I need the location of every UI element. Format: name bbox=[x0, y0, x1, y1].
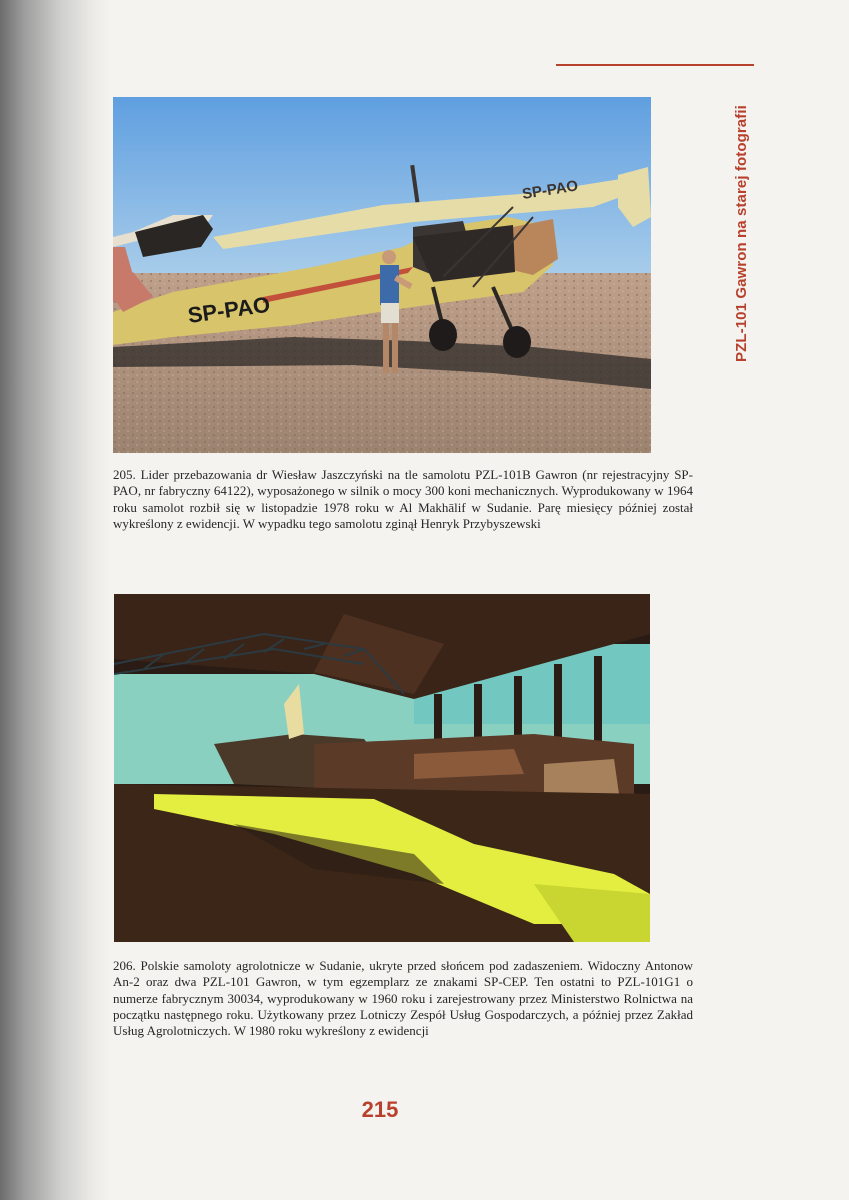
caption-205: 205. Lider przebazowania dr Wiesław Jaszczyński na tle samolotu PZL-101B Gawron (nr rejestracyjny SP-PAO, nr fabryczny 64122), wyposażonego w silnik o mocy 300 koni mechanicznych. Wyprodukowany w 1964 roku samolot rozbił się w listopadzie 1978 roku w Al Makhālif w Sudanie. Parę miesięcy później został wykreślony z ewidencji. W wypadku tego samolotu zginął Henryk Przybyszewski bbox=[113, 467, 693, 531]
fuselage-registration: SP-PAO bbox=[186, 291, 272, 328]
photo-206-aircraft-shelter bbox=[114, 594, 650, 942]
book-gutter-shadow bbox=[0, 0, 110, 1200]
caption-206: 206. Polskie samoloty agrolotnicze w Sudanie, ukryte przed słońcem pod zadaszeniem. Widoczny Antonow An-2 oraz dwa PZL-101 Gawron, w tym egzemplarz ze znakami SP-CEP. Ten ostatni to PZL-101G1 o numerze fabrycznym 30034, wyprodukowany w 1960 roku i zarejestrowany przez Ministerstwo Rolnictwa na początku następnego roku. Użytkowany przez Lotniczy Zespół Usług Gospodarczych, a później przez Zakład Usług Agrolotniczych. W 1980 roku wykreślony z ewidencji bbox=[113, 958, 693, 1039]
page-number: 215 bbox=[361, 1097, 399, 1122]
header-rule bbox=[556, 64, 754, 66]
wing-registration: SP-PAO bbox=[520, 177, 580, 203]
photo-205-aircraft-desert bbox=[113, 97, 651, 453]
running-title: PZL-101 Gawron na starej fotografii bbox=[733, 105, 750, 362]
